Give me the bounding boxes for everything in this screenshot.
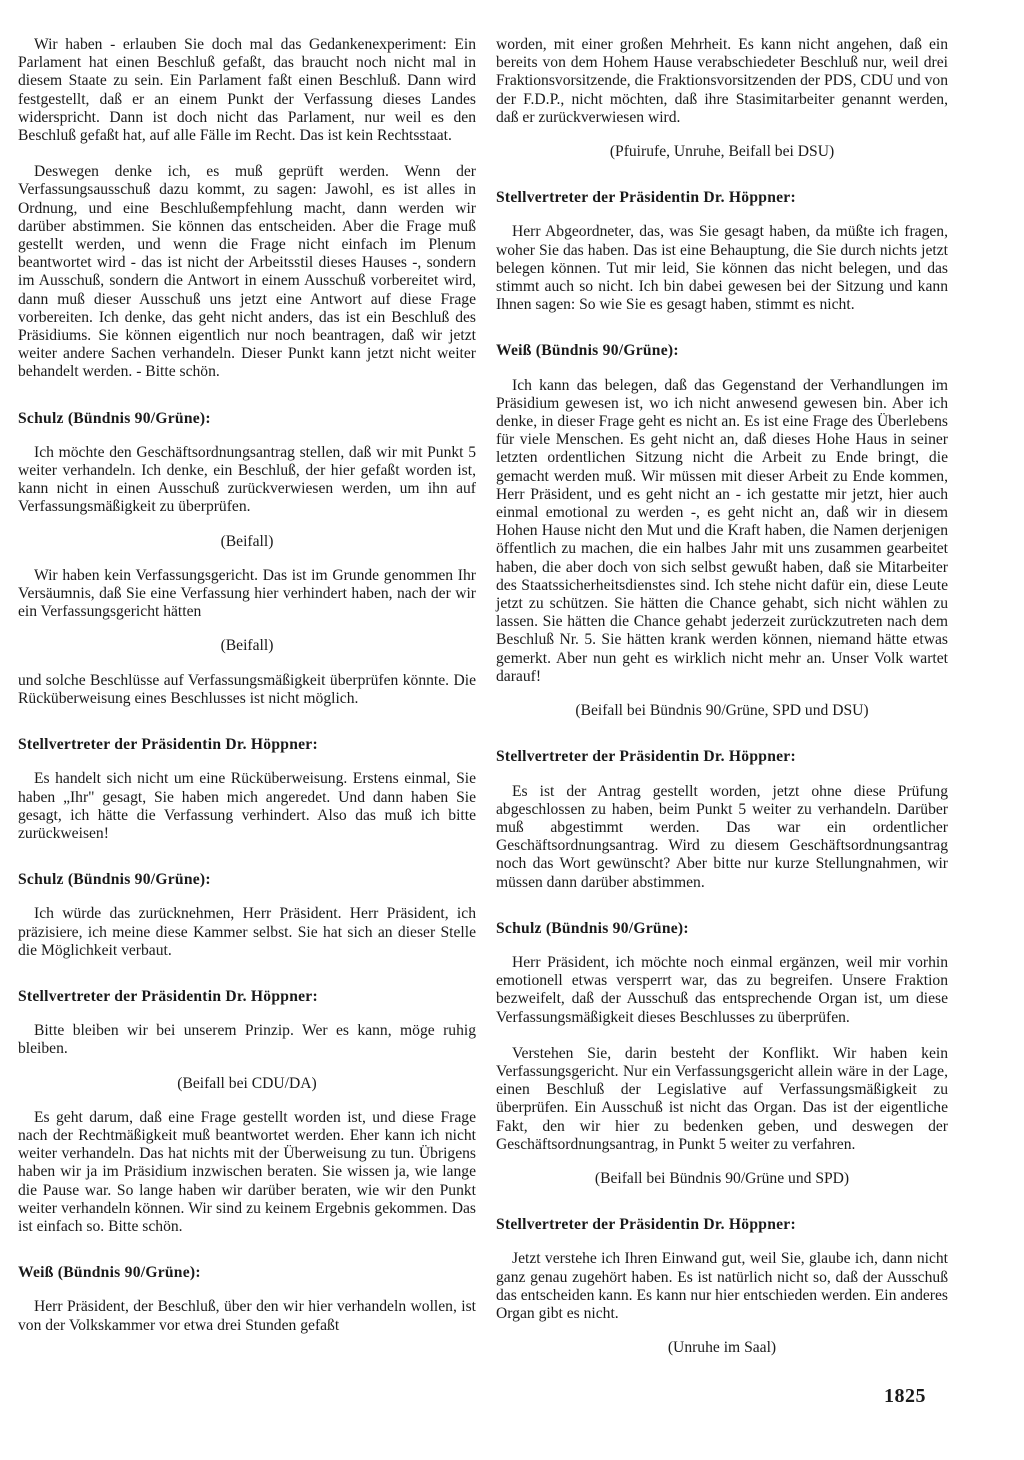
speaker-heading: Stellvertreter der Präsidentin Dr. Höppner:: [18, 987, 318, 1005]
paragraph: Wir haben - erlauben Sie doch mal das Gedankenexperiment: Ein Parlament hat einen Beschluß gefaßt, das braucht noch nicht mal in diesem Staate zu sein. Ein Parlament faßt einen Beschluß. Dann wird festgestellt, daß er an einem Punkt der Verfassung dieses Landes widerspricht. Dann ist doch nicht das Parlament, nur weil es den Beschluß gefaßt hat, auf alle Fälle im Recht. Das ist kein Rechtsstaat.: [18, 36, 476, 145]
right-column: [496, 36, 948, 1357]
interjection: (Beifall): [220, 532, 274, 550]
paragraph: Jetzt verstehe ich Ihren Einwand gut, weil Sie, glaube ich, dann nicht ganz genau zugehört haben. Es ist natürlich nicht so, daß der Ausschuß das entscheiden kann. Es kann nur hier entschieden werden. Ein anderes Organ gibt es nicht.: [496, 1250, 948, 1322]
paragraph: und solche Beschlüsse auf Verfassungsmäßigkeit überprüfen könnte. Die Rücküberweisung eines Beschlusses ist nicht möglich.: [18, 671, 476, 707]
page-number: 1825: [884, 1385, 926, 1407]
interjection: (Beifall bei Bündnis 90/Grüne, SPD und DSU): [575, 702, 869, 720]
speaker-heading: Stellvertreter der Präsidentin Dr. Höppner:: [496, 748, 796, 766]
paragraph: Bitte bleiben wir bei unserem Prinzip. Wer es kann, möge ruhig bleiben.: [18, 1022, 476, 1058]
paragraph: Herr Präsident, ich möchte noch einmal ergänzen, weil mir vorhin emotionell etwas versperrt war, das zu begreifen. Unsere Fraktion bezweifelt, daß der Ausschuß das entsprechende Organ ist, um diese Verfassungsmäßigkeit dieses Beschlusses zu überprüfen.: [496, 953, 948, 1026]
paragraph: Herr Präsident, der Beschluß, über den wir hier verhandeln wollen, ist von der Volkskammer vor etwa drei Stunden gefaßt: [18, 1298, 476, 1334]
speaker-heading: Stellvertreter der Präsidentin Dr. Höppner:: [496, 1216, 796, 1234]
paragraph: Deswegen denke ich, es muß geprüft werden. Wenn der Verfassungsausschuß dazu kommt, zu sagen: Jawohl, es ist alles in Ordnung, und eine Beschlußempfehlung macht, dann werden wir darüber abstimmen. Sie können das entscheiden. Aber die Frage muß gestellt werden, und wenn die Frage nicht einfach im Plenum beantwortet wird - das ist nicht der Arbeitsstil dieses Hauses -, sondern im Ausschuß, sondern die Antwort in einem Ausschuß vorbereitet wird, dann muß dieser Ausschuß uns jetzt eine Antwort auf diese Frage vorbereiten. Ich denke, das geht nicht anders, das ist ein Beschluß des Präsidiums. Sie können eigentlich nur noch beantragen, daß wir jetzt weiter andere Sachen verhandeln. Dieser Punkt kann jetzt nicht weiter behandelt werden. - Bitte schön.: [18, 163, 476, 381]
speaker-heading: Stellvertreter der Präsidentin Dr. Höppner:: [496, 189, 796, 207]
paragraph: Es ist der Antrag gestellt worden, jetzt ohne diese Prüfung abgeschlossen zu haben, beim Punkt 5 weiter zu verhandeln. Darüber muß abgestimmt werden. Das war ein ordentlicher Geschäftsordnungsantrag. Wird zu diesem Geschäftsordnungsantrag noch das Wort gewünscht? Aber bitte nur kurze Stellungnahmen, wir müssen dann darüber abstimmen.: [496, 782, 948, 891]
paragraph: Ich möchte den Geschäftsordnungsantrag stellen, daß wir mit Punkt 5 weiter verhandeln. Ich denke, ein Beschluß, der hier gefaßt worden ist, kann nicht in einen Ausschuß zurückverwiesen werden, um ihn auf Verfassungsmäßigkeit zu überprüfen.: [18, 443, 476, 516]
paragraph: Wir haben kein Verfassungsgericht. Das ist im Grunde genommen Ihr Versäumnis, daß Sie eine Verfassung hier verhindert haben, nach der wir ein Verfassungsgericht hätten: [18, 566, 476, 621]
speaker-heading: Schulz (Bündnis 90/Grüne):: [18, 871, 211, 889]
speaker-heading: Schulz (Bündnis 90/Grüne):: [496, 919, 689, 937]
paragraph: Herr Abgeordneter, das, was Sie gesagt haben, da müßte ich fragen, woher Sie das haben. Das ist eine Behauptung, die Sie durch nichts jetzt belegen können. Tut mir leid, Sie können das nicht belegen, und das stimmt auch so nicht. Ich bin dabei gewesen bei der Sitzung und kann Ihnen sagen: So wie Sie es gesagt haben, stimmt es nicht.: [496, 223, 948, 314]
interjection: (Unruhe im Saal): [667, 1339, 777, 1357]
left-column: [18, 36, 476, 1335]
speaker-heading: Stellvertreter der Präsidentin Dr. Höppner:: [18, 736, 318, 754]
interjection: (Beifall): [220, 637, 274, 655]
paragraph: worden, mit einer großen Mehrheit. Es kann nicht angehen, daß ein bereits von dem Hohem Hause verabschiedeter Beschluß nur, weil drei Fraktionsvorsitzende, die Fraktionsvorsitzenden der PDS, CDU und von der F.D.P., nicht möchten, daß ihre Stasimitarbeiter genannt werden, daß er zurückverwiesen wird.: [496, 36, 948, 126]
speaker-heading: Weiß (Bündnis 90/Grüne):: [18, 1264, 201, 1282]
paragraph: Ich würde das zurücknehmen, Herr Präsident. Herr Präsident, ich präzisiere, ich meine diese Kammer selbst. Sie hat sich an dieser Stelle die Möglichkeit verbaut.: [18, 905, 476, 959]
paragraph: Verstehen Sie, darin besteht der Konflikt. Wir haben kein Verfassungsgericht. Nur ein Verfassungsgericht allein wäre in der Lage, einen Beschluß der Legislative auf Verfassungsmäßigkeit zu überprüfen. Ein Ausschuß ist nicht das Organ. Das ist der eigentliche Fakt, den wir hier zu bedenken geben, und deswegen der Geschäftsordnungsantrag, in Punkt 5 weiter zu verfahren.: [496, 1044, 948, 1153]
speaker-heading: Weiß (Bündnis 90/Grüne):: [496, 342, 679, 360]
speaker-heading: Schulz (Bündnis 90/Grüne):: [18, 409, 211, 427]
paragraph: Es geht darum, daß eine Frage gestellt worden ist, und diese Frage nach der Rechtmäßigkeit muß beantwortet werden. Eher kann ich nicht weiter verhandeln. Das hat nichts mit der Überweisung zu tun. Übrigens haben wir ja im Präsidium inzwischen beraten. Sie wissen ja, wie lange die Pause war. So lange haben wir darüber beraten, wie wir den Punkt weiter verhandeln können. Wir sind zu keinem Ergebnis gekommen. Das ist einfach so. Bitte schön.: [18, 1108, 476, 1235]
paragraph: Ich kann das belegen, daß das Gegenstand der Verhandlungen im Präsidium gewesen ist, wo ich nicht anwesend gewesen bin. Aber ich denke, in dieser Frage geht es nicht an. Es ist eine Frage des Überlebens für viele Menschen. Es geht nicht an, daß dieses Hohe Haus in seiner letzten ordentlichen Sitzung nicht die Arbeit zu Ende bringt, die gemacht werden muß. Wir müssen mit dieser Arbeit zu Ende kommen, Herr Präsident, und es geht nicht an - ich gestatte mir jetzt, hier auch einmal emotional zu werden -, es geht nicht an, daß wir in diesem Hohen Hause nicht den Mut und die Kraft haben, die Namen derjenigen öffentlich zu machen, die ein halbes Jahr mit uns zusammen gearbeitet haben, die aber doch von sich selbst gewußt haben, daß sie Mitarbeiter des Staatssicherheitsdienstes sind. Ich stehe nicht dafür ein, diese Leute jetzt zu schützen. Sie hätten die Chance gehabt, sich nicht wählen zu lassen. Sie hätten die Chance gehabt jederzeit zurückzutreten nach dem Beschluß Nr. 5. Sie hätten krank werden können, niemand hätte etwas gemerkt. Aber nun geht es wirklich nicht mehr an. Unser Volk wartet darauf!: [496, 376, 948, 685]
interjection: (Beifall bei CDU/DA): [177, 1074, 317, 1092]
interjection: (Beifall bei Bündnis 90/Grüne und SPD): [594, 1169, 850, 1187]
interjection: (Pfuirufe, Unruhe, Beifall bei DSU): [609, 143, 835, 161]
paragraph: Es handelt sich nicht um eine Rücküberweisung. Erstens einmal, Sie haben „Ihr" gesagt, Sie haben mich angeredet. Und dann haben Sie gesagt, ich hätte die Verfassung verhindert. Also das muß ich bitte zurückweisen!: [18, 770, 476, 842]
